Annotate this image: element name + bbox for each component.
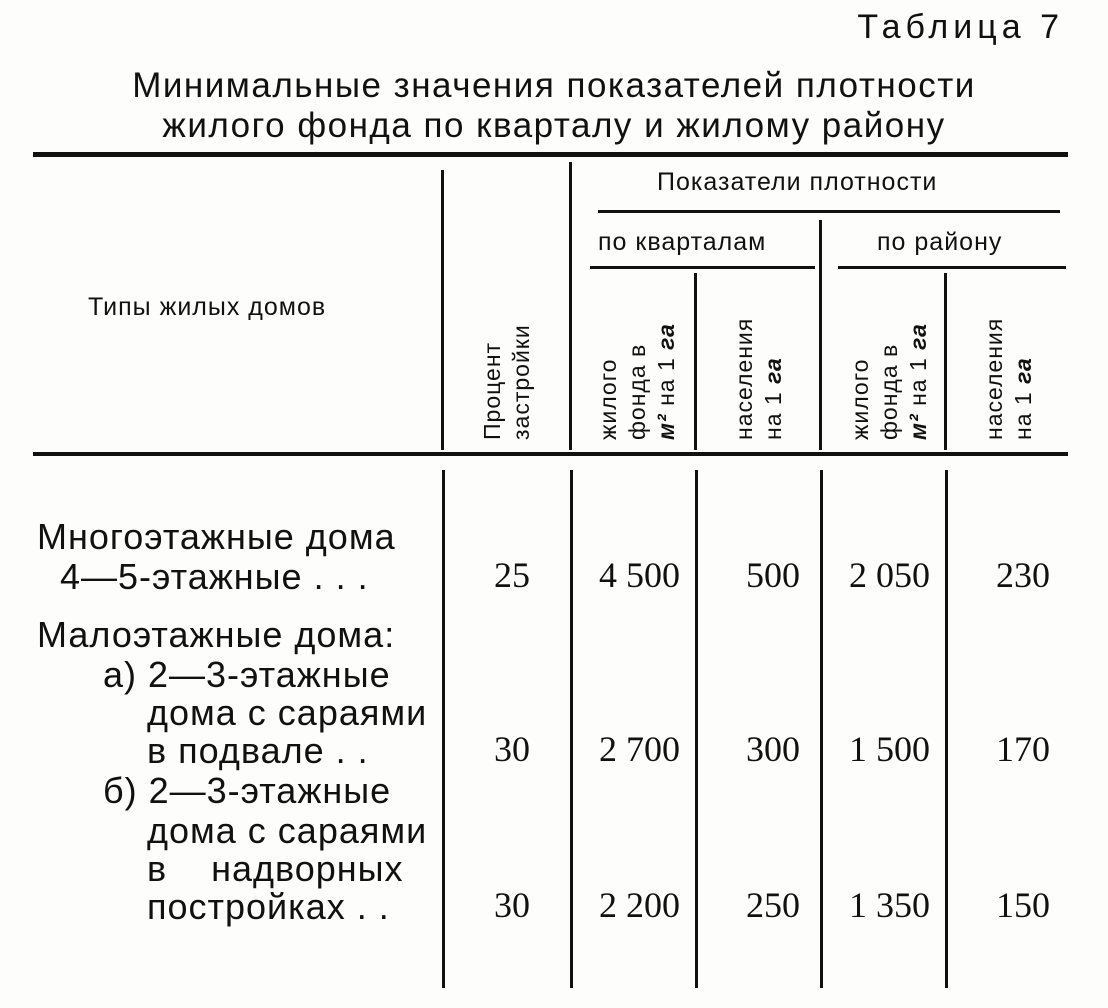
unit-ha: га bbox=[905, 323, 931, 350]
row-3-percent: 30 bbox=[494, 885, 530, 925]
divider-percent-density-header bbox=[569, 162, 572, 450]
density-group-rule bbox=[598, 210, 1060, 213]
row-2-label-line-4: в подвале . . bbox=[147, 730, 369, 771]
unit-text: на 1 bbox=[653, 349, 679, 414]
header-bottom-rule bbox=[33, 452, 1068, 456]
header-block-pop-line-1: населения bbox=[731, 317, 757, 440]
row-1-percent: 25 bbox=[494, 555, 530, 595]
header-percent-line-2: застройки bbox=[508, 324, 534, 440]
row-2-percent: 30 bbox=[494, 729, 530, 769]
row-3-label-line-2: дома с сараями bbox=[147, 810, 428, 851]
header-district-pop-line-2 bbox=[1009, 282, 1038, 440]
unit-text: на 1 bbox=[905, 349, 931, 414]
header-block-pop-line-2 bbox=[759, 282, 788, 440]
row-2-label-line-2: а) 2—3-этажные bbox=[103, 654, 391, 695]
table-title-line-2: жилого фонда по кварталу и жилому району bbox=[162, 106, 946, 145]
header-district-fund bbox=[846, 282, 933, 440]
row-3-label-line-1: б) 2—3-этажные bbox=[103, 770, 392, 811]
divider-district-cols-body bbox=[945, 470, 948, 988]
header-block-fund-line-2: фонда в bbox=[624, 343, 650, 440]
divider-district-cols-header bbox=[944, 273, 947, 450]
row-3-label-line-3: в надворных bbox=[147, 848, 404, 889]
row-2-label-line-1: Малоэтажные дома: bbox=[37, 614, 396, 655]
row-1-district-pop: 230 bbox=[996, 555, 1050, 595]
header-block-pop bbox=[730, 282, 788, 440]
row-2-block-pop: 300 bbox=[746, 729, 800, 769]
unit-text: на 1 bbox=[760, 383, 786, 440]
row-2-block-fund: 2 700 bbox=[599, 729, 680, 769]
table-title-line-1: Минимальные значения показателей плотности bbox=[132, 66, 976, 105]
header-by-district: по району bbox=[877, 228, 1003, 256]
row-2-district-pop: 170 bbox=[996, 729, 1050, 769]
row-2-district-fund: 1 500 bbox=[849, 729, 930, 769]
unit-ha: га bbox=[653, 323, 679, 350]
header-percent-line-1: Процент bbox=[479, 341, 505, 440]
row-3-district-pop: 150 bbox=[996, 885, 1050, 925]
table-top-rule bbox=[33, 152, 1068, 157]
block-group-rule bbox=[590, 266, 815, 269]
table-number: Таблица 7 bbox=[857, 8, 1064, 46]
unit-ha: га bbox=[1010, 357, 1036, 384]
divider-types-percent-header bbox=[441, 170, 444, 450]
row-1-block-pop: 500 bbox=[746, 555, 800, 595]
divider-block-cols-body bbox=[695, 470, 698, 988]
header-percent bbox=[478, 282, 536, 440]
header-district-fund-line-2: фонда в bbox=[876, 343, 902, 440]
header-density: Показатели плотности bbox=[657, 168, 938, 196]
header-block-fund-line-1: жилого bbox=[595, 358, 621, 440]
row-1-district-fund: 2 050 bbox=[849, 555, 930, 595]
unit-m2: м² bbox=[905, 413, 931, 440]
header-district-fund-line-3 bbox=[904, 282, 933, 440]
unit-text: на 1 bbox=[1010, 383, 1036, 440]
divider-block-cols-header bbox=[694, 273, 697, 450]
divider-block-district-body bbox=[820, 470, 823, 988]
header-district-pop bbox=[980, 282, 1038, 440]
row-3-label-line-4: постройках . . bbox=[147, 886, 390, 927]
header-block-fund-line-3 bbox=[652, 282, 681, 440]
row-1-label-line-2: 4—5-этажные . . . bbox=[60, 556, 369, 597]
header-district-fund-line-1: жилого bbox=[847, 358, 873, 440]
divider-block-district-header bbox=[819, 220, 822, 450]
district-group-rule bbox=[838, 266, 1066, 269]
unit-m2: м² bbox=[653, 413, 679, 440]
row-3-block-pop: 250 bbox=[746, 885, 800, 925]
row-1-label-line-1: Многоэтажные дома bbox=[37, 516, 396, 557]
divider-percent-density-body bbox=[570, 470, 573, 988]
divider-types-percent-body bbox=[442, 470, 445, 988]
row-1-block-fund: 4 500 bbox=[599, 555, 680, 595]
row-3-district-fund: 1 350 bbox=[849, 885, 930, 925]
header-types: Типы жилых домов bbox=[88, 293, 327, 321]
header-block-fund bbox=[594, 282, 681, 440]
row-3-block-fund: 2 200 bbox=[599, 885, 680, 925]
row-2-label-line-3: дома с сараями bbox=[147, 692, 428, 733]
unit-ha: га bbox=[760, 357, 786, 384]
header-by-blocks: по кварталам bbox=[598, 228, 767, 256]
header-district-pop-line-1: населения bbox=[981, 317, 1007, 440]
